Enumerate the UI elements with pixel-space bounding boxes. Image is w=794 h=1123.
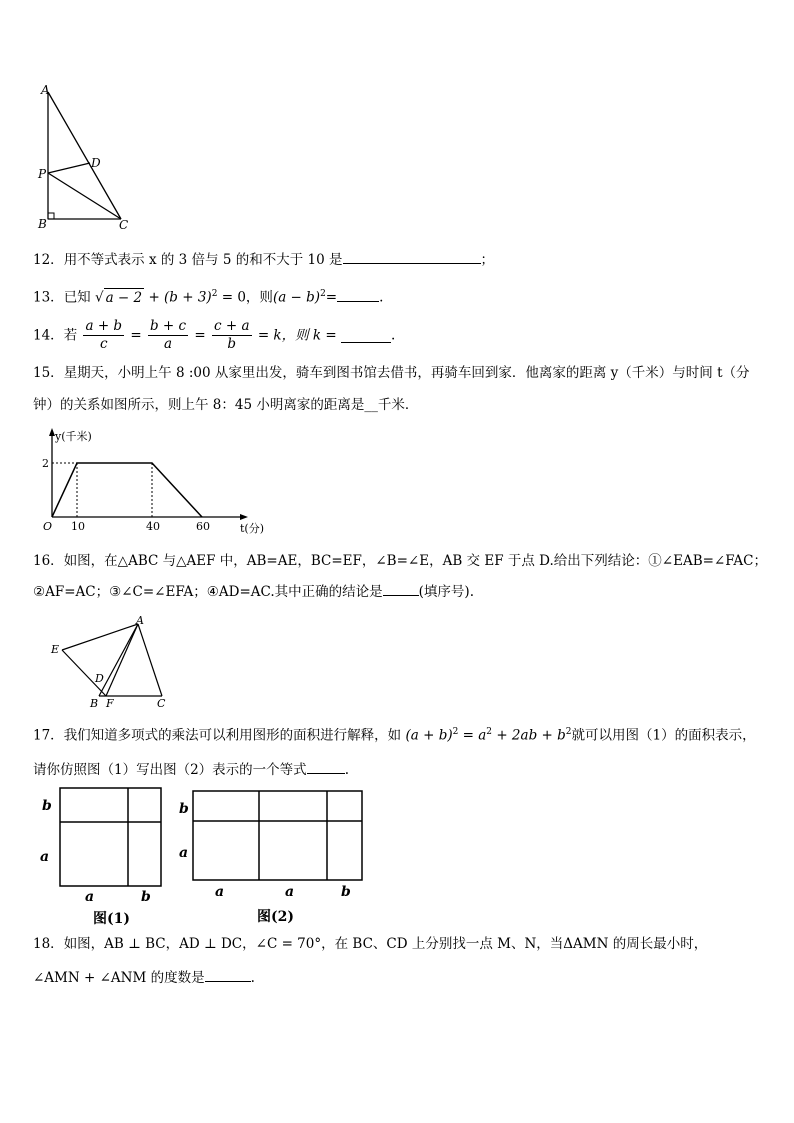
- label-F: F: [106, 697, 114, 710]
- figure-q11-triangle: [30, 80, 140, 235]
- q18-answer-blank[interactable]: [205, 968, 251, 982]
- formula-exp3: 2: [565, 727, 572, 737]
- question-15-line1: [33, 364, 750, 382]
- figure-q17-area-models: [35, 782, 375, 932]
- q13-eq0: = 0，则: [221, 289, 273, 306]
- question-18-line2: [33, 968, 255, 987]
- q13-answer-blank[interactable]: [337, 288, 379, 302]
- fraction-1: $\frac{a + b}{c}$: [85, 318, 123, 352]
- label-A: A: [136, 614, 144, 627]
- q13-sq: 2: [211, 289, 218, 299]
- formula-lhs: (a + b): [405, 727, 453, 744]
- label-D: D: [91, 156, 101, 170]
- formula-exp1: 2: [452, 727, 459, 737]
- label-C: C: [157, 697, 166, 710]
- label-E: E: [51, 643, 60, 656]
- fig1-a-side: a: [40, 849, 50, 865]
- q13-pre: 已知: [63, 289, 91, 306]
- q13-expr: (a − b): [272, 289, 321, 306]
- q14-pre: 若: [63, 327, 78, 344]
- q12-answer-blank[interactable]: [343, 250, 481, 264]
- q15-number: 15．: [33, 365, 64, 381]
- x-tick-label: 60: [196, 520, 210, 533]
- question-17-line1: [33, 723, 756, 745]
- fig1-a-bottom: a: [85, 889, 95, 905]
- q17-end: .: [344, 762, 349, 778]
- q13-mid: + (b + 3): [148, 289, 212, 306]
- question-17-line2: [33, 760, 349, 779]
- question-16-line2: [33, 582, 474, 601]
- q12-number: 12．: [33, 252, 64, 268]
- q14-k2: k =: [312, 327, 337, 344]
- q16-number: 16．: [33, 553, 64, 569]
- q15-text-1: 星期天，小明上午 8 :00 从家里出发，骑车到图书馆去借书，再骑车回到家．他离家的距离 y（千米）与时间 t（分: [63, 365, 750, 381]
- q16-text-3: (填序号).: [418, 584, 474, 600]
- sqrt-symbol: √: [94, 289, 104, 306]
- fraction-3: $\frac{c + a}{b}$: [214, 318, 250, 352]
- question-18-line1: [33, 935, 707, 953]
- q14-number: 14．: [33, 327, 64, 344]
- fig2-a-bottom-2: a: [285, 884, 295, 900]
- question-13: [33, 285, 383, 307]
- q14-end: .: [391, 327, 396, 344]
- q12-text: 用不等式表示 x 的 3 倍与 5 的和不大于 10 是: [63, 252, 343, 268]
- q17-text-1: 我们知道多项式的乘法可以利用图形的面积进行解释，如: [63, 727, 402, 744]
- fig2-a-bottom-1: a: [215, 884, 225, 900]
- label-D: D: [95, 672, 104, 685]
- q18-end: .: [250, 970, 255, 986]
- x-tick-label: 10: [71, 520, 85, 533]
- q18-text-1: 如图，AB ⊥ BC，AD ⊥ DC，∠C = 70°，在 BC、CD 上分别找一点 M、N，当ΔAMN 的周长最小时，: [63, 936, 708, 952]
- y-tick-label: 2: [42, 457, 49, 470]
- question-16-line1: [33, 552, 767, 570]
- fraction-2: $\frac{b + c}{a}$: [149, 318, 187, 352]
- q16-text-1: 如图，在△ABC 与△AEF 中，AB=AE，BC=EF，∠B=∠E，AB 交 EF 于点 D.给出下列结论：①∠EAB=∠FAC；: [63, 553, 768, 569]
- fig2-a-side: a: [179, 845, 189, 861]
- label-B: B: [38, 217, 47, 231]
- fig2-b-side: b: [179, 801, 189, 817]
- fig1-caption: 图(1): [93, 911, 130, 927]
- q17-text-2: 就可以用图（1）的面积表示，: [571, 727, 756, 744]
- q13-sq2: 2: [320, 289, 326, 299]
- q15-text-2: 钟）的关系如图所示，则上午 8：45 小明离家的距离是__千米．: [33, 397, 419, 413]
- x-axis-arrow: [240, 514, 248, 520]
- x-tick-label: 40: [146, 520, 160, 533]
- distance-time-chart: [38, 425, 278, 537]
- sqrt-argument: a − 2: [105, 289, 143, 306]
- fig1-b-bottom: b: [141, 889, 151, 905]
- q17-text-3: 请你仿照图（1）写出图（2）表示的一个等式: [33, 762, 307, 778]
- y-axis-label: y(千米): [55, 430, 92, 443]
- question-12: [33, 250, 494, 269]
- figure-q16-triangles: [44, 612, 184, 710]
- q13-number: 13．: [33, 289, 64, 306]
- label-P: P: [38, 167, 47, 181]
- distance-series-line: [52, 463, 202, 517]
- q18-number: 18．: [33, 936, 64, 952]
- q14-k: = k，则: [257, 327, 309, 344]
- fig2-b-bottom: b: [341, 884, 351, 900]
- label-B: B: [90, 697, 99, 710]
- label-C: C: [119, 218, 129, 232]
- fig1-b-side: b: [42, 798, 52, 814]
- question-14: 14．若 $\frac{a + b}{c}$ = $\frac{b + c}{a}$ = $\frac{c + a}{b}$ = k，则 k = .: [33, 318, 396, 352]
- origin-label: O: [43, 520, 53, 533]
- q17-number: 17．: [33, 727, 64, 744]
- label-A: A: [41, 83, 50, 97]
- q18-text-2: ∠AMN + ∠ANM 的度数是: [33, 970, 205, 986]
- q14-answer-blank[interactable]: [341, 329, 391, 343]
- formula-mid: + 2ab + b: [496, 727, 566, 744]
- q16-answer-blank[interactable]: [383, 582, 419, 596]
- formula-exp2: 2: [486, 727, 493, 737]
- q13-end: .: [379, 289, 384, 306]
- fig2-caption: 图(2): [257, 909, 294, 925]
- q13-tail: =: [325, 289, 338, 306]
- q16-text-2: ②AF=AC；③∠C=∠EFA；④AD=AC.其中正确的结论是: [33, 584, 383, 600]
- x-axis-label: t(分): [240, 522, 265, 535]
- q17-answer-blank[interactable]: [307, 760, 345, 774]
- q12-end: ；: [480, 252, 494, 268]
- question-15-line2: [33, 396, 418, 414]
- formula-eq: = a: [462, 727, 487, 744]
